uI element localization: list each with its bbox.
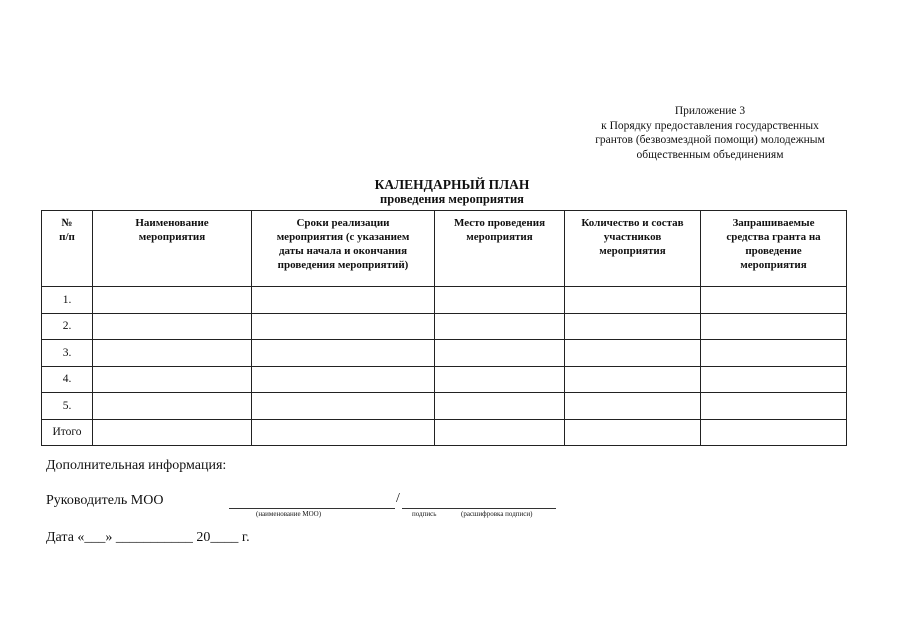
head-label: Руководитель МОО: [46, 493, 164, 508]
title-sub: проведения мероприятия: [380, 192, 524, 206]
table-header-row: [42, 211, 847, 287]
head-signature-row: [46, 493, 606, 523]
table-cell[interactable]: [93, 340, 252, 367]
table-cell[interactable]: [701, 393, 847, 420]
table-cell[interactable]: [435, 313, 565, 340]
table-row: [42, 287, 847, 314]
appendix-line-2: к Порядку предоставления государственных: [601, 119, 819, 132]
org-name-line: [229, 508, 395, 509]
table-cell[interactable]: [565, 366, 701, 393]
table-cell[interactable]: [701, 366, 847, 393]
appendix-line-4: общественным объединениям: [636, 148, 784, 161]
row-number-cell: 2.: [42, 313, 93, 340]
appendix-line-1: Приложение 3: [674, 105, 746, 117]
table-cell[interactable]: [565, 393, 701, 420]
table-cell[interactable]: [435, 419, 565, 446]
table-cell[interactable]: [93, 419, 252, 446]
table-cell[interactable]: [93, 287, 252, 314]
appendix-block: [560, 104, 860, 162]
row-number-cell: Итого: [42, 419, 93, 446]
table-cell[interactable]: [252, 287, 435, 314]
table-cell[interactable]: [252, 340, 435, 367]
table-cell[interactable]: [435, 287, 565, 314]
table-row: [42, 340, 847, 367]
table-cell[interactable]: [435, 366, 565, 393]
column-header: Место проведения мероприятия: [435, 211, 565, 287]
row-number-cell: 5.: [42, 393, 93, 420]
caption-decoding: (расшифровка подписи): [461, 510, 533, 518]
table-cell[interactable]: [93, 366, 252, 393]
column-header: Количество и состав участников мероприятия: [565, 211, 701, 287]
caption-signature: подпись: [412, 510, 437, 518]
signature-line: [402, 508, 556, 509]
calendar-plan-table: [41, 210, 847, 446]
column-header: Запрашиваемые средства гранта на проведение мероприятия: [701, 211, 847, 287]
table-row: [42, 393, 847, 420]
additional-info-label: Дополнительная информация:: [46, 458, 227, 473]
table-cell[interactable]: [252, 393, 435, 420]
column-header: Сроки реализации мероприятия (с указанием даты начала и окончания проведения мероприятий): [252, 211, 435, 287]
table-cell[interactable]: [701, 340, 847, 367]
row-number-cell: 1.: [42, 287, 93, 314]
table-cell[interactable]: [252, 313, 435, 340]
table-cell[interactable]: [701, 419, 847, 446]
column-header: № п/п: [42, 211, 93, 287]
table-cell[interactable]: [565, 340, 701, 367]
table-cell[interactable]: [252, 419, 435, 446]
table-row: [42, 313, 847, 340]
column-header: Наименование мероприятия: [93, 211, 252, 287]
table-cell[interactable]: [701, 313, 847, 340]
document-title: [312, 178, 592, 206]
date-line: Дата «___» ___________ 20____ г.: [46, 530, 250, 545]
table-cell[interactable]: [93, 393, 252, 420]
table-cell[interactable]: [252, 366, 435, 393]
title-main: КАЛЕНДАРНЫЙ ПЛАН: [374, 177, 530, 192]
table-row: [42, 419, 847, 446]
table-cell[interactable]: [93, 313, 252, 340]
row-number-cell: 3.: [42, 340, 93, 367]
table-cell[interactable]: [435, 340, 565, 367]
table-row: [42, 366, 847, 393]
signature-separator: /: [396, 491, 400, 506]
table-cell[interactable]: [701, 287, 847, 314]
table-cell[interactable]: [565, 313, 701, 340]
table-cell[interactable]: [565, 419, 701, 446]
caption-org-name: (наименование МОО): [256, 510, 322, 518]
row-number-cell: 4.: [42, 366, 93, 393]
table-cell[interactable]: [565, 287, 701, 314]
table-cell[interactable]: [435, 393, 565, 420]
appendix-line-3: грантов (безвозмездной помощи) молодежным: [595, 134, 825, 146]
